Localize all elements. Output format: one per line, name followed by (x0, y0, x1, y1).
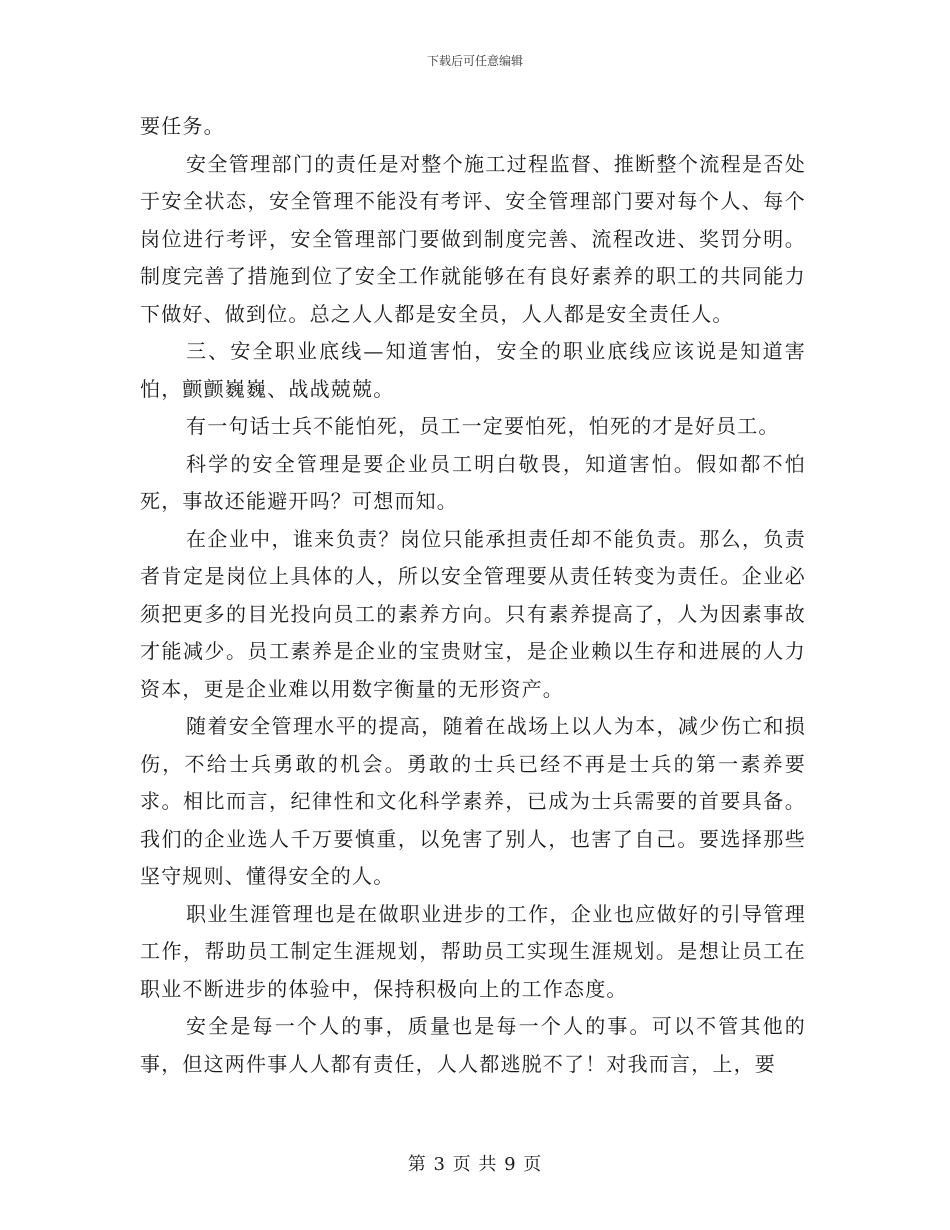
page-number-footer: 第 3 页 共 9 页 (407, 1154, 543, 1175)
paragraph: 职业生涯管理也是在做职业进步的工作，企业也应做好的引导管理工作，帮助员工制定生涯规划，帮助员工实现生涯规划。是想让员工在职业不断进步的体验中，保持积极向上的工作态度。 (140, 901, 806, 1001)
paragraph-section-heading: 三、安全职业底线—知道害怕，安全的职业底线应该说是知道害怕，颤颤巍巍、战战兢兢。 (140, 339, 806, 401)
page-header: 下载后可任意编辑 (426, 54, 523, 68)
paragraph: 安全管理部门的责任是对整个施工过程监督、推断整个流程是否处于安全状态，安全管理不能没有考评、安全管理部门要对每个人、每个岗位进行考评，安全管理部门要做到制度完善、流程改进、奖罚分明。制度完善了措施到位了安全工作就能够在有良好素养的职工的共同能力下做好、做到位。总之人人都是安全员，人人都是安全责任人。 (140, 151, 806, 326)
document-body (140, 108, 806, 1083)
paragraph: 随着安全管理水平的提高，随着在战场上以人为本，减少伤亡和损伤，不给士兵勇敢的机会。勇敢的士兵已经不再是士兵的第一素养要求。相比而言，纪律性和文化科学素养，已成为士兵需要的首要具备。我们的企业选人千万要慎重，以免害了别人，也害了自己。要选择那些坚守规则、懂得安全的人。 (140, 714, 806, 888)
paragraph-continuation: 要任务。 (140, 114, 225, 138)
paragraph: 有一句话士兵不能怕死，员工一定要怕死，怕死的才是好员工。 (186, 414, 780, 438)
paragraph: 安全是每一个人的事，质量也是每一个人的事。可以不管其他的事，但这两件事人人都有责任，人人都逃脱不了！对我而言，上，要 (140, 1014, 806, 1076)
paragraph: 在企业中，谁来负责？岗位只能承担责任却不能负责。那么，负责者肯定是岗位上具体的人，所以安全管理要从责任转变为责任。企业必须把更多的目光投向员工的素养方向。只有素养提高了，人为因素事故才能减少。员工素养是企业的宝贵财宝，是企业赖以生存和进展的人力资本，更是企业难以用数字衡量的无形资产。 (140, 526, 806, 701)
paragraph: 科学的安全管理是要企业员工明白敬畏，知道害怕。假如都不怕死，事故还能避开吗？可想而知。 (140, 451, 806, 513)
